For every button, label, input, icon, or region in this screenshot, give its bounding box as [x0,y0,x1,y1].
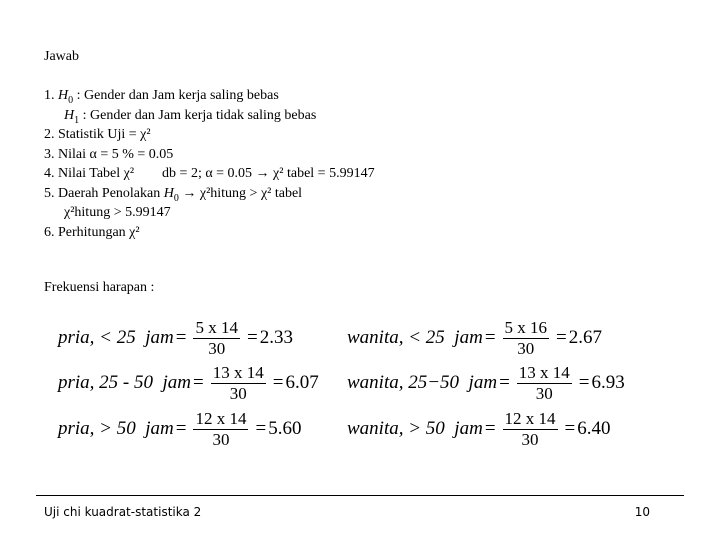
step-1 [44,86,375,106]
hypothesis-symbol: H [163,185,174,201]
equals-sign: = [175,327,187,348]
equals-sign: = [484,327,496,348]
fraction [193,318,240,359]
equals-sign: = [484,418,496,439]
equation-label: pria, > 50 jam [58,418,174,439]
equation-label: pria, 25 - 50 jam [58,372,191,393]
fraction-numerator: 13 x 14 [518,362,570,382]
equation-male-over-50 [58,406,301,452]
step-1b [44,106,375,126]
equals-sign: = [564,418,576,439]
fraction-numerator: 12 x 14 [195,408,247,428]
equation-female-25-50 [347,360,625,406]
equation-label: wanita, < 25 jam [347,327,483,348]
page-number: 10 [634,505,650,519]
equation-result: 5.60 [268,418,302,439]
fraction-denominator: 30 [229,383,247,403]
equals-sign: = [193,372,204,393]
equals-sign: = [175,418,187,439]
fraction [211,363,266,404]
equals-sign: = [246,327,258,348]
fraction-denominator: 30 [212,429,230,449]
hypothesis-symbol: H [64,107,75,123]
equals-sign: = [556,327,567,348]
expected-frequency-label: Frekuensi harapan : [44,280,155,295]
hypothesis-symbol: H [58,88,69,103]
step-3: 3. Nilai α = 5 % = 0.05 [44,146,174,162]
fraction-numerator: 5 x 14 [195,317,238,337]
equation-label: wanita, 25−50 jam [347,372,498,393]
equation-result: 2.67 [568,327,602,348]
null-hypothesis-text: : Gender dan Jam kerja saling bebas [73,88,279,103]
fraction-numerator: 13 x 14 [212,362,264,382]
equation-result: 6.40 [577,418,611,439]
hypothesis-subscript: 0 [173,192,179,204]
equation-label: pria, < 25 jam [58,327,174,348]
step-5 [44,184,375,204]
step-4: 4. Nilai Tabel χ² db = 2; α = 0.05 → χ² tabel = 5.99147 [44,166,375,181]
equation-result: 2.33 [259,327,293,348]
fraction-numerator: 5 x 16 [504,317,548,337]
equals-sign: = [272,372,284,393]
heading: Jawab [44,49,79,64]
fraction [193,409,248,450]
footer-divider [36,495,684,496]
equation-result: 6.93 [591,372,625,393]
equals-sign: = [578,372,590,393]
fraction-denominator: 30 [208,338,226,358]
equation-female-over-50 [347,406,611,452]
equation-result: 6.07 [285,372,319,393]
fraction [503,318,550,359]
alt-hypothesis-text: : Gender dan Jam kerja tidak saling bebas [79,107,317,123]
fraction-denominator: 30 [535,383,553,403]
step-2: 2. Statistik Uji = χ² [44,127,151,142]
fraction-denominator: 30 [521,429,539,449]
step-5-text: 5. Daerah Penolakan [44,185,164,201]
equals-sign: = [499,372,510,393]
answer-steps [44,86,375,242]
fraction [517,363,572,404]
fraction-denominator: 30 [517,338,535,358]
rejection-rule: → χ²hitung > χ² tabel [178,185,303,201]
step-5b: χ²hitung > 5.99147 [64,205,171,220]
step-1-number: 1. [44,88,58,103]
equation-male-25-50 [58,360,319,406]
hypothesis-subscript: 0 [68,94,74,106]
equals-sign: = [255,418,267,439]
equation-female-under-25 [347,315,602,361]
footer-title: Uji chi kuadrat-statistika 2 [44,505,202,519]
hypothesis-subscript: 1 [74,114,80,126]
step-6: 6. Perhitungan χ² [44,224,140,240]
equation-male-under-25 [58,315,293,361]
equation-label: wanita, > 50 jam [347,418,483,439]
fraction-numerator: 12 x 14 [504,408,556,428]
fraction [503,409,558,450]
